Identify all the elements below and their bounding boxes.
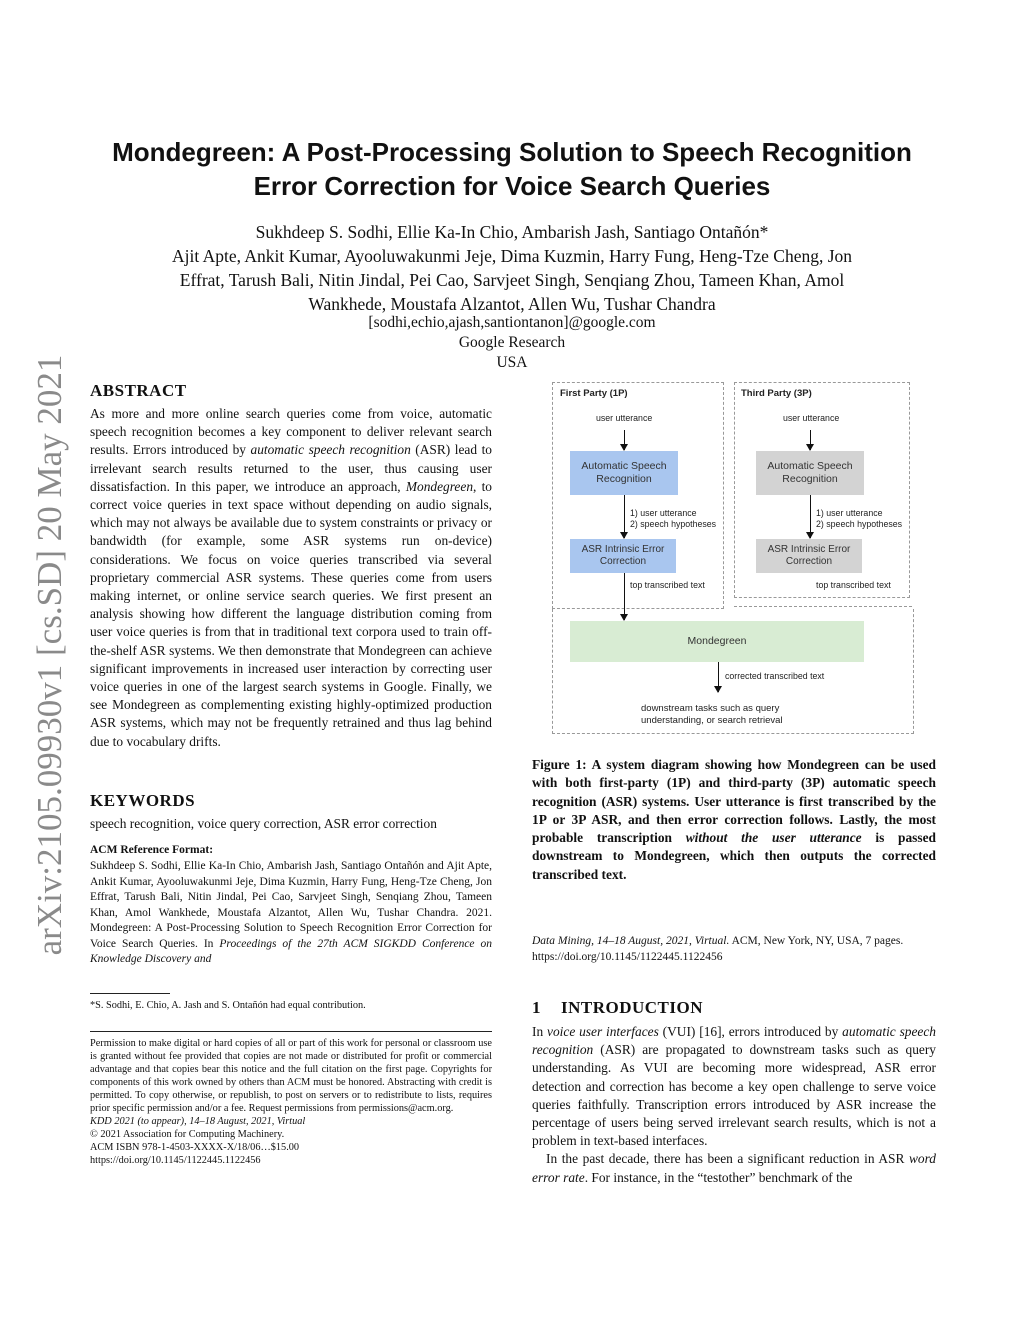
intro-part: In the past decade, there has been a significant reduction in ASR <box>546 1151 909 1167</box>
abstract-part: , to correct voice queries in text space without depending on audio signals, which may not always be available due to system constraints or privacy or bandwidth (for example, some ASR systems run on-device) considerations. We focus on voice queries transcribed via several proprietary commercial ASR systems. These queries come from users making internet, or online service search queries. We first present an analysis showing how different the language distribution coming from user voice queries is from that in traditional text corpora used to train off-the-shelf ASR systems. We then demonstrate that Mondegreen can achieve significant improvements in increased user interaction by correcting user voice queries in one of the largest search systems in Google. Finally, we see Mondegreen as complementing existing highly-optimized production ASR systems, which may not be frequently retrained and thus lag behind due to vocabulary drifts. <box>90 478 492 749</box>
keywords-heading: KEYWORDS <box>90 791 196 810</box>
author-line: Wankhede, Moustafa Alzantot, Allen Wu, Tushar Chandra <box>308 294 716 314</box>
country: USA <box>496 354 528 371</box>
intro-emphasis: voice user interfaces <box>547 1024 659 1039</box>
acm-reference-text <box>90 859 492 968</box>
author-line: Ajit Apte, Ankit Kumar, Ayooluwakunmi Jeje, Dima Kuzmin, Harry Fung, Heng-Tze Cheng, Jon <box>171 246 853 266</box>
permission-notice <box>90 1037 492 1167</box>
author-list <box>90 220 934 316</box>
paper-title <box>60 135 964 203</box>
intro-emphasis: word error rate <box>532 1151 936 1185</box>
caption-part: is passed downstream to Mondegreen, which then outputs the corrected transcribed text. <box>532 830 936 882</box>
hypothesis-item: 2) speech hypotheses <box>816 519 903 529</box>
introduction-heading <box>532 998 703 1018</box>
doi-line: https://doi.org/10.1145/1122445.1122456 <box>90 1155 261 1166</box>
user-utterance-label-3p: user utterance <box>783 413 840 423</box>
intro-part: (VUI) [16], errors introduced by <box>658 1024 843 1039</box>
keywords-text: speech recognition, voice query correction, ASR error correction <box>90 816 437 831</box>
arxiv-identifier: arXiv:2105.09930v1 [cs.SD] 20 May 2021 <box>30 354 69 956</box>
mondegreen-box: Mondegreen <box>570 621 864 662</box>
equal-contribution-footnote: *S. Sodhi, E. Chio, A. Jash and S. Ontañón had equal contribution. <box>90 1000 366 1011</box>
third-party-label: Third Party (3P) <box>741 388 812 399</box>
section-number: 1 <box>532 998 541 1017</box>
title-line-1: Mondegreen: A Post-Processing Solution to Speech Recognition <box>112 137 912 167</box>
acm-reference-continuation <box>532 933 936 965</box>
author-line: Effrat, Tarush Bali, Nitin Jindal, Pei Cao, Sarvjeet Singh, Senqiang Zhou, Tameen Khan, Amol <box>179 270 845 290</box>
arrow-mondegreen-to-downstream <box>718 662 719 692</box>
acm-reference-heading: ACM Reference Format: <box>90 844 214 856</box>
abstract-part: As more and more online search queries come from voice, automatic speech recognition becomes a key component to deliver relevant search results. Errors introduced by <box>90 406 492 458</box>
asr-box-1p: Automatic Speech Recognition <box>570 451 678 495</box>
user-utterance-label-1p: user utterance <box>596 413 653 423</box>
intro-paragraph-1 <box>532 1023 936 1150</box>
asr-box-3p: Automatic Speech Recognition <box>756 451 864 495</box>
hypotheses-label-1p <box>630 508 716 530</box>
caption-emphasis: without the user utterance <box>685 830 862 846</box>
hypothesis-item: 1) user utterance <box>630 508 697 518</box>
caption-part: Figure 1: A system diagram showing how Mondegreen can be used with both first-party (1P) and third-party (3P) automatic speech recognition (ASR) systems. User utterance is first transcribed by the 1P or 3P ASR, and then error correction follows. Lastly, the most probable transcription <box>532 757 936 846</box>
corrected-text-label: corrected transcribed text <box>725 671 825 681</box>
abstract-part: (ASR) lead to irrelevant search results returned to the user, thus causing user dissatisfaction. In this paper, we introduce an approach, <box>90 442 492 494</box>
arrow-asr-to-intrinsic-3p <box>810 495 811 538</box>
top-transcribed-label-1p: top transcribed text <box>630 580 705 590</box>
intro-part: In <box>532 1024 548 1039</box>
hypothesis-item: 2) speech hypotheses <box>630 519 717 529</box>
copyright-line: © 2021 Association for Computing Machinery. <box>90 1129 285 1140</box>
mondegreen-group-top-edge <box>734 606 912 607</box>
intro-part: . For instance, in the “testother” benchmark of the <box>584 1169 853 1185</box>
first-party-label: First Party (1P) <box>560 388 628 399</box>
footnote-rule <box>90 993 170 994</box>
abstract-heading: ABSTRACT <box>90 381 187 400</box>
abstract-emphasis: Mondegreen <box>405 478 474 494</box>
introduction-text <box>532 1023 936 1187</box>
hypothesis-item: 1) user utterance <box>816 508 883 518</box>
intrinsic-correction-box-3p: ASR Intrinsic Error Correction <box>756 539 862 573</box>
arrow-intrinsic-to-mondegreen <box>624 573 625 620</box>
intrinsic-correction-box-1p: ASR Intrinsic Error Correction <box>570 539 676 573</box>
system-diagram <box>548 378 918 738</box>
figure-caption <box>532 756 936 884</box>
abstract-text <box>90 405 492 751</box>
acm-reference-emphasis: Proceedings of the 27th ACM SIGKDD Conference on Knowledge Discovery and <box>90 937 492 965</box>
intro-paragraph-2 <box>532 1150 936 1186</box>
conference-line: KDD 2021 (to appear), 14–18 August, 2021, Virtual <box>90 1116 306 1127</box>
top-transcribed-label-3p: top transcribed text <box>816 580 891 590</box>
intro-part: (ASR) are propagated to downstream tasks such as query understanding. As VUI are becoming more widespread, ASR error detection and correction has become a key open challenge to serve voice queries faithfully. Transcription errors introduced by ASR increase the percentage of users being served irrelevant search results, which is not a problem in text-based interfaces. <box>532 1042 936 1149</box>
hypotheses-label-3p <box>816 508 902 530</box>
arrow-asr-to-intrinsic-1p <box>624 495 625 538</box>
acm-reference-emphasis: Data Mining, 14–18 August, 2021, Virtual. <box>532 935 730 947</box>
arrow-1p-to-asr <box>624 430 625 450</box>
affiliation <box>300 313 724 373</box>
acm-reference-part: Sukhdeep S. Sodhi, Ellie Ka-In Chio, Ambarish Jash, Santiago Ontañón and Ajit Apte, Ankit Kumar, Ayooluwakunmi Jeje, Dima Kuzmin, Harry Fung, Heng-Tze Cheng, Jon Effrat, Tarush Bali, Nitin Jindal, Pei Cao, Sarvjeet Singh, Senqiang Zhou, Tameen Khan, Amol Wankhede, Moustafa Alzantot, Allen Wu, Tushar Chandra. 2021. Mondegreen: A Post-Processing Solution to Speech Recognition Error Correction for Voice Search Queries. In <box>90 860 492 950</box>
arrow-3p-to-asr <box>810 430 811 450</box>
isbn-line: ACM ISBN 978-1-4503-XXXX-X/18/06…$15.00 <box>90 1142 300 1153</box>
email: [sodhi,echio,ajash,santiontanon]@google.com <box>368 314 656 331</box>
downstream-label: downstream tasks such as query understanding, or search retrieval <box>641 703 783 726</box>
abstract-emphasis: automatic speech recognition <box>250 442 411 458</box>
section-title: INTRODUCTION <box>561 998 704 1017</box>
organization: Google Research <box>458 334 566 351</box>
author-line: Sukhdeep S. Sodhi, Ellie Ka-In Chio, Ambarish Jash, Santiago Ontañón* <box>255 222 769 242</box>
acm-reference-part: ACM, New York, NY, USA, 7 pages. https://doi.org/10.1145/1122445.1122456 <box>532 935 904 963</box>
title-line-2: Error Correction for Voice Search Queries <box>253 171 771 201</box>
permission-text: Permission to make digital or hard copies of all or part of this work for personal or classroom use is granted without fee provided that copies are not made or distributed for profit or commercial advantage and that copies bear this notice and the full citation on the first page. Copyrights for components of this work owned by others than ACM must be honored. Abstracting with credit is permitted. To copy otherwise, or republish, to post on servers or to redistribute to lists, requires prior specific permission and/or a fee. Request permissions from permissions@acm.org. <box>90 1038 492 1114</box>
permission-rule <box>90 1031 492 1032</box>
intro-emphasis: automatic speech recognition <box>532 1024 937 1058</box>
